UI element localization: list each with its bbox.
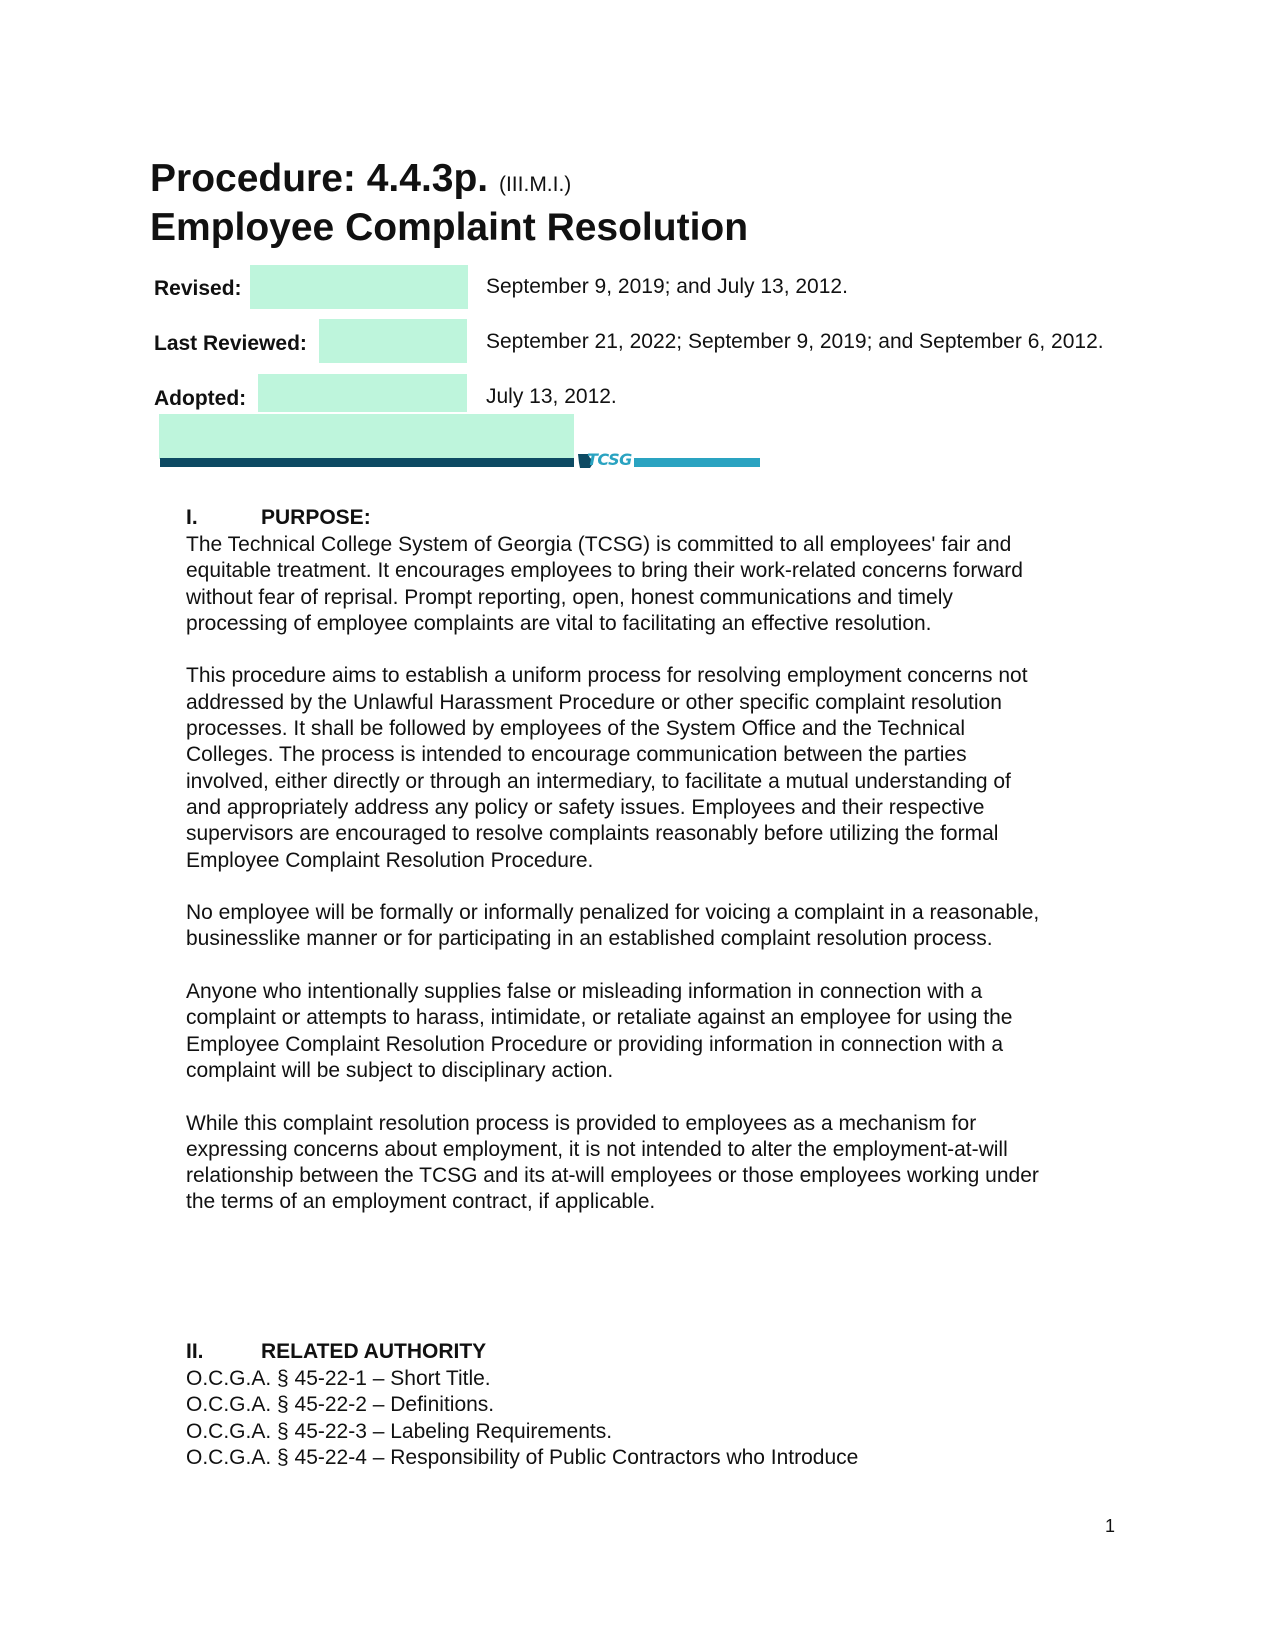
- authority-number: II.: [186, 1340, 204, 1363]
- purpose-title: PURPOSE:: [261, 506, 371, 529]
- authority-heading: [186, 1340, 486, 1364]
- reviewed-label: Last Reviewed:: [154, 332, 307, 355]
- purpose-number: I.: [186, 506, 198, 529]
- authority-item: O.C.G.A. § 45-22-2 – Definitions.: [186, 1393, 495, 1417]
- page-title: Employee Complaint Resolution: [150, 206, 749, 249]
- logo-bar-dark: [160, 458, 574, 467]
- authority-item: O.C.G.A. § 45-22-3 – Labeling Requirements.: [186, 1419, 613, 1443]
- purpose-paragraph: While this complaint resolution process is provided to employees as a mechanism for expressing concerns about employment, it is not intended to alter the employment-at-will relationship between the TCSG and its at-will employees or those employees working under the terms of an employment contract, if applicable.: [186, 1111, 1039, 1214]
- adopted-highlight: [258, 374, 467, 412]
- revised-value: September 9, 2019; and July 13, 2012.: [486, 275, 848, 298]
- authority-list: [186, 1366, 1046, 1471]
- adopted-value: July 13, 2012.: [486, 385, 617, 408]
- procedure-number: [150, 157, 571, 201]
- purpose-paragraph: Anyone who intentionally supplies false or misleading information in connection with a complaint or attempts to harass, intimidate, or retaliate against an employee for using the Employee Complaint Resolution Procedure or providing information in connection with a complaint will be subject to disciplinary action.: [186, 980, 1013, 1082]
- page-number: 1: [1104, 1516, 1115, 1536]
- purpose-body: [186, 532, 1046, 1242]
- authority-item: O.C.G.A. § 45-22-1 – Short Title.: [186, 1367, 491, 1390]
- procedure-label: Procedure: 4.4.3p.: [150, 157, 489, 200]
- purpose-paragraph: The Technical College System of Georgia (TCSG) is committed to all employees' fair and equitable treatment. It encourages employees to bring their work-related concerns forward without fear of reprisal. Prompt reporting, open, honest communications and timely processing of employee complaints are vital to facilitating an effective resolution.: [186, 533, 1023, 635]
- adopted-label: Adopted:: [154, 387, 247, 410]
- revised-label: Revised:: [154, 277, 242, 300]
- revised-highlight: [250, 265, 468, 309]
- authority-item: O.C.G.A. § 45-22-4 – Responsibility of Public Contractors who Introduce: [186, 1445, 859, 1469]
- reviewed-value: September 21, 2022; September 9, 2019; and September 6, 2012.: [486, 330, 1104, 353]
- procedure-code: (III.M.I.): [498, 173, 572, 196]
- tcsg-logo-text: TCSG: [587, 450, 632, 469]
- purpose-paragraph: No employee will be formally or informally penalized for voicing a complaint in a reasonable, businesslike manner or for participating in an established complaint resolution process.: [186, 901, 1040, 951]
- purpose-paragraph: This procedure aims to establish a uniform process for resolving employment concerns not addressed by the Unlawful Harassment Procedure or other specific complaint resolution processes. It shall be followed by employees of the System Office and the Technical Colleges. The process is intended to encourage communication between the parties involved, either directly or through an intermediary, to facilitate a mutual understanding of and appropriately address any policy or safety issues. Employees and their respective supervisors are encouraged to resolve complaints reasonably before utilizing the formal Employee Complaint Resolution Procedure.: [186, 664, 1028, 872]
- logo-highlight: [159, 414, 574, 459]
- logo-bar-light: [634, 458, 760, 467]
- purpose-heading: [186, 506, 371, 530]
- reviewed-highlight: [319, 319, 467, 363]
- authority-title: RELATED AUTHORITY: [261, 1340, 487, 1363]
